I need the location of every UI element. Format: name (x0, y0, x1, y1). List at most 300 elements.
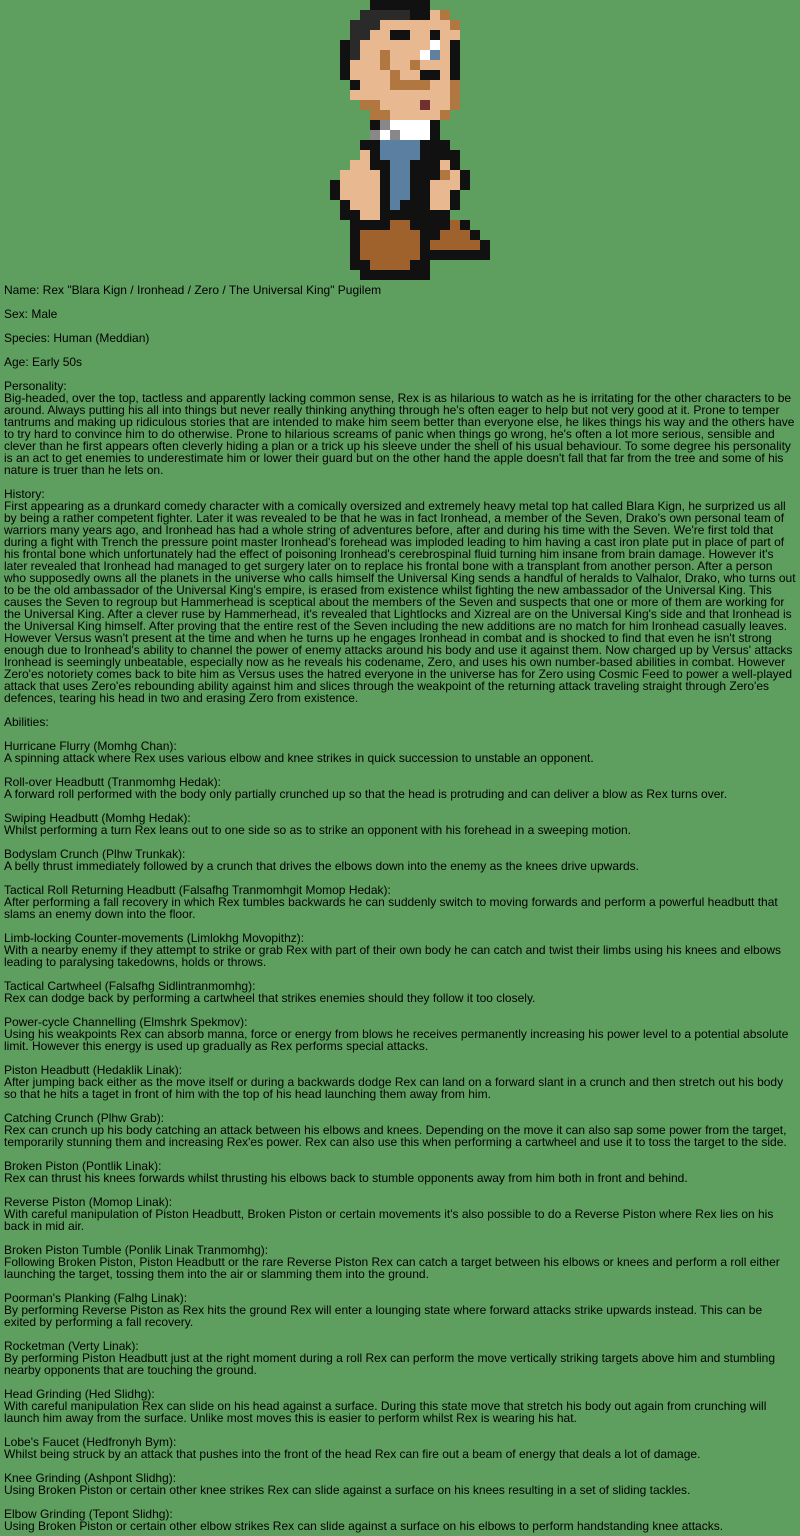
sprite-pixel (390, 130, 400, 140)
sprite-pixel (440, 90, 450, 100)
sprite-pixel (350, 70, 360, 80)
ability-title: Catching Crunch (Plhw Grab): (4, 1111, 165, 1125)
sprite-pixel (400, 70, 410, 80)
sprite-pixel (420, 40, 430, 50)
ability-title: Limb-locking Counter-movements (Limlokhg Movopithz): (4, 931, 305, 945)
sprite-pixel (430, 240, 440, 250)
sprite-pixel (430, 250, 440, 260)
sprite-pixel (460, 230, 470, 240)
ability-item (4, 884, 796, 920)
sprite-pixel (410, 100, 420, 110)
sprite-pixel (400, 120, 410, 130)
sprite-pixel (410, 240, 420, 250)
sprite-pixel (370, 60, 380, 70)
sprite-pixel (480, 240, 490, 250)
sprite-pixel (380, 190, 390, 200)
sprite-pixel (400, 90, 410, 100)
sprite-pixel (390, 10, 400, 20)
sprite-pixel (350, 50, 360, 60)
sprite-pixel (410, 120, 420, 130)
ability-title: Tactical Cartwheel (Falsafhg Sidlintranmomhg): (4, 979, 256, 993)
sprite-pixel (330, 180, 340, 190)
ability-item (4, 1472, 796, 1496)
sprite-pixel (440, 30, 450, 40)
sprite-pixel (350, 220, 360, 230)
sprite-pixel (430, 130, 440, 140)
personality-section (4, 380, 796, 476)
sprite-pixel (460, 250, 470, 260)
sprite-pixel (360, 20, 370, 30)
sprite-pixel (380, 240, 390, 250)
sprite-pixel (420, 260, 430, 270)
sprite-pixel (370, 80, 380, 90)
sprite-pixel (380, 30, 390, 40)
sprite-pixel (360, 230, 370, 240)
ability-item (4, 1196, 796, 1232)
sprite-pixel (420, 120, 430, 130)
ability-item (4, 1244, 796, 1280)
sprite-pixel (370, 220, 380, 230)
sprite-pixel (440, 230, 450, 240)
sprite-pixel (420, 0, 430, 10)
ability-title: Hurricane Flurry (Momhg Chan): (4, 739, 177, 753)
sprite-pixel (380, 80, 390, 90)
sprite-pixel (450, 80, 460, 90)
sprite-pixel (410, 20, 420, 30)
sprite-pixel (400, 240, 410, 250)
sprite-pixel (450, 230, 460, 240)
sprite-pixel (390, 200, 400, 210)
ability-item (4, 812, 796, 836)
sprite-pixel (400, 230, 410, 240)
sprite-pixel (410, 10, 420, 20)
ability-item (4, 1160, 796, 1184)
sprite-pixel (410, 170, 420, 180)
sprite-pixel (420, 170, 430, 180)
sprite-pixel (380, 270, 390, 280)
sprite-pixel (400, 60, 410, 70)
sprite-pixel (350, 190, 360, 200)
sprite-pixel (360, 250, 370, 260)
sprite-pixel (360, 270, 370, 280)
sprite-pixel (450, 160, 460, 170)
sprite-pixel (440, 150, 450, 160)
sprite-pixel (380, 40, 390, 50)
sprite-pixel (350, 90, 360, 100)
sprite-pixel (420, 180, 430, 190)
ability-description: With a nearby enemy if they attempt to strike or grab Rex with part of their own body he can catch and twist their limbs using his knees and elbows leading to paralysing takedowns, holds or throws. (4, 943, 782, 969)
sprite-pixel (390, 270, 400, 280)
sprite-pixel (380, 50, 390, 60)
sprite-pixel (400, 160, 410, 170)
sprite-pixel (380, 140, 390, 150)
sprite-pixel (400, 260, 410, 270)
sprite-pixel (360, 180, 370, 190)
sprite-pixel (410, 110, 420, 120)
sprite-pixel (440, 60, 450, 70)
sprite-pixel (360, 200, 370, 210)
sprite-pixel (430, 180, 440, 190)
sprite-pixel (410, 140, 420, 150)
sprite-pixel (450, 40, 460, 50)
sprite-pixel (440, 190, 450, 200)
sprite-pixel (400, 40, 410, 50)
sprite-pixel (400, 130, 410, 140)
sprite-pixel (370, 270, 380, 280)
sprite-pixel (410, 30, 420, 40)
sprite-area (0, 0, 800, 282)
sprite-pixel (440, 210, 450, 220)
sprite-pixel (370, 140, 380, 150)
sprite-pixel (400, 150, 410, 160)
ability-item (4, 740, 796, 764)
ability-item (4, 1016, 796, 1052)
sprite-pixel (440, 250, 450, 260)
sprite-pixel (430, 220, 440, 230)
sprite-pixel (390, 60, 400, 70)
sprite-pixel (370, 100, 380, 110)
sprite-pixel (390, 120, 400, 130)
sprite-pixel (410, 160, 420, 170)
species-line: Species: Human (Meddian) (4, 331, 150, 345)
sprite-pixel (370, 20, 380, 30)
ability-title: Poorman's Planking (Falhg Linak): (4, 1291, 188, 1305)
ability-item (4, 1340, 796, 1376)
sprite-pixel (410, 40, 420, 50)
sprite-pixel (410, 200, 420, 210)
sprite-pixel (390, 70, 400, 80)
sprite-pixel (450, 30, 460, 40)
sprite-pixel (440, 50, 450, 60)
sprite-pixel (450, 150, 460, 160)
sprite-pixel (430, 80, 440, 90)
sprite-pixel (410, 190, 420, 200)
sprite-pixel (420, 10, 430, 20)
sprite-pixel (450, 90, 460, 100)
sprite-pixel (370, 90, 380, 100)
sprite-pixel (370, 260, 380, 270)
sprite-pixel (370, 180, 380, 190)
sprite-pixel (420, 30, 430, 40)
sprite-pixel (340, 210, 350, 220)
ability-description: After jumping back either as the move itself or during a backwards dodge Rex can land on a forward slant in a crunch and then stretch out his body so that he hits a taget in front of him with the top of his head launching them away from him. (4, 1075, 784, 1101)
sprite-pixel (410, 220, 420, 230)
ability-title: Head Grinding (Hed Slidhg): (4, 1387, 155, 1401)
sprite-pixel (410, 80, 420, 90)
sprite-pixel (360, 260, 370, 270)
sprite-pixel (440, 180, 450, 190)
ability-title: Rocketman (Verty Linak): (4, 1339, 139, 1353)
sprite-pixel (370, 50, 380, 60)
sprite-pixel (430, 150, 440, 160)
sprite-pixel (430, 90, 440, 100)
sprite-pixel (410, 70, 420, 80)
sprite-pixel (360, 150, 370, 160)
sprite-pixel (330, 190, 340, 200)
ability-title: Bodyslam Crunch (Plhw Trunkak): (4, 847, 186, 861)
sprite-pixel (480, 250, 490, 260)
sprite-pixel (390, 150, 400, 160)
ability-title: Knee Grinding (Ashpont Slidhg): (4, 1471, 177, 1485)
sprite-pixel (420, 60, 430, 70)
sprite-pixel (380, 10, 390, 20)
ability-title: Broken Piston (Pontlik Linak): (4, 1159, 162, 1173)
sprite-pixel (430, 100, 440, 110)
sprite-pixel (360, 140, 370, 150)
sprite-pixel (390, 20, 400, 30)
sprite-pixel (440, 20, 450, 30)
ability-item (4, 1292, 796, 1328)
sprite-pixel (350, 160, 360, 170)
sprite-pixel (460, 170, 470, 180)
sprite-pixel (350, 170, 360, 180)
ability-description: Using his weakpoints Rex can absorb manna, force or energy from blows he receives permanently increasing his power level to a potential absolute limit. However this energy is used up gradually as Rex performs special attacks. (4, 1027, 789, 1053)
ability-item (4, 1112, 796, 1148)
sprite-pixel (390, 190, 400, 200)
sprite-pixel (350, 240, 360, 250)
sprite-pixel (340, 50, 350, 60)
sprite-pixel (470, 230, 480, 240)
sprite-pixel (360, 190, 370, 200)
sprite-pixel (410, 250, 420, 260)
ability-title: Reverse Piston (Momop Linak): (4, 1195, 173, 1209)
ability-title: Roll-over Headbutt (Tranmomhg Hedak): (4, 775, 221, 789)
ability-title: Elbow Grinding (Tepont Slidhg): (4, 1507, 173, 1521)
sprite-pixel (380, 70, 390, 80)
sprite-pixel (410, 270, 420, 280)
sprite-pixel (410, 260, 420, 270)
sprite-pixel (400, 50, 410, 60)
sprite-pixel (350, 30, 360, 40)
sprite-pixel (420, 20, 430, 30)
sprite-pixel (420, 160, 430, 170)
sprite-pixel (430, 190, 440, 200)
sprite-pixel (340, 200, 350, 210)
ability-item (4, 1436, 796, 1460)
sprite-pixel (430, 70, 440, 80)
ability-title: Tactical Roll Returning Headbutt (Falsafhg Tranmomhgit Momop Hedak): (4, 883, 391, 897)
sprite-pixel (340, 190, 350, 200)
sprite-pixel (420, 100, 430, 110)
ability-title: Lobe's Faucet (Hedfronyh Bym): (4, 1435, 177, 1449)
sprite-pixel (390, 100, 400, 110)
sprite-pixel (370, 230, 380, 240)
history-label: History: (4, 487, 45, 501)
sprite-pixel (430, 210, 440, 220)
sprite-pixel (420, 250, 430, 260)
sprite-pixel (430, 50, 440, 60)
sprite-pixel (380, 90, 390, 100)
sprite-pixel (430, 140, 440, 150)
sprite-pixel (390, 240, 400, 250)
sprite-pixel (370, 160, 380, 170)
sprite-pixel (370, 190, 380, 200)
sprite-pixel (420, 90, 430, 100)
sprite-pixel (380, 170, 390, 180)
sprite-pixel (360, 160, 370, 170)
sprite-pixel (370, 200, 380, 210)
sprite-pixel (380, 260, 390, 270)
sprite-pixel (420, 70, 430, 80)
sprite-pixel (370, 240, 380, 250)
sprite-pixel (390, 260, 400, 270)
sprite-pixel (340, 180, 350, 190)
sprite-pixel (450, 60, 460, 70)
ability-description: A spinning attack where Rex uses various elbow and knee strikes in quick succession to unstable an opponent. (4, 751, 594, 765)
sprite-pixel (470, 240, 480, 250)
ability-item (4, 932, 796, 968)
sprite-pixel (380, 160, 390, 170)
sprite-pixel (420, 150, 430, 160)
sprite-pixel (420, 80, 430, 90)
sex-line: Sex: Male (4, 307, 58, 321)
sprite-pixel (470, 250, 480, 260)
sprite-pixel (430, 60, 440, 70)
sprite-pixel (380, 100, 390, 110)
sprite-pixel (430, 230, 440, 240)
ability-description: After performing a fall recovery in which Rex tumbles backwards he can suddenly switch to moving forwards and perform a powerful headbutt that slams an enemy down into the floor. (4, 895, 778, 921)
sprite-pixel (350, 200, 360, 210)
sprite-pixel (460, 220, 470, 230)
ability-item (4, 980, 796, 1004)
sprite-pixel (360, 70, 370, 80)
sprite-pixel (410, 90, 420, 100)
sprite-pixel (420, 270, 430, 280)
sprite-pixel (380, 120, 390, 130)
sprite-pixel (440, 140, 450, 150)
abilities-list (4, 740, 796, 1532)
sprite-pixel (430, 10, 440, 20)
sprite-pixel (380, 60, 390, 70)
sprite-pixel (410, 60, 420, 70)
sprite-pixel (390, 30, 400, 40)
ability-description: Rex can thrust his knees forwards whilst thrusting his elbows back to stumble opponents away from him both in front and behind. (4, 1171, 688, 1185)
sprite-pixel (360, 80, 370, 90)
sprite-pixel (340, 60, 350, 70)
sprite-pixel (410, 50, 420, 60)
sprite-pixel (410, 150, 420, 160)
personality-label: Personality: (4, 379, 67, 393)
ability-description: Rex can crunch up his body catching an attack between his elbows and knees. Depending on the move it can also sap some power from the target, temporarily stunning them and increasing Rex'es power. Rex can also use this when performing a cartwheel and use it to toss the target to the side. (4, 1123, 787, 1149)
sprite-pixel (340, 40, 350, 50)
sprite-pixel (430, 110, 440, 120)
sprite-pixel (360, 30, 370, 40)
sprite-pixel (350, 20, 360, 30)
ability-item (4, 1388, 796, 1424)
sprite-pixel (430, 20, 440, 30)
sprite-pixel (350, 230, 360, 240)
sprite-pixel (420, 210, 430, 220)
sprite-pixel (420, 200, 430, 210)
sprite-pixel (360, 60, 370, 70)
ability-item (4, 776, 796, 800)
sprite-pixel (440, 70, 450, 80)
ability-description: With careful manipulation Rex can slide on his head against a surface. During this state move that stretch his body out again from crunching will launch him away from the surface. Unlike most moves this is easier to perform whilst Rex is wearing his hat. (4, 1399, 767, 1425)
sprite-pixel (390, 180, 400, 190)
ability-description: Whilst performing a turn Rex leans out to one side so as to strike an opponent with his forehead in a sweeping motion. (4, 823, 632, 837)
sprite-pixel (360, 90, 370, 100)
sprite-pixel (400, 10, 410, 20)
sprite-pixel (380, 130, 390, 140)
ability-description: With careful manipulation of Piston Headbutt, Broken Piston or certain movements it's also possible to do a Reverse Piston where Rex lies on his back in mid air. (4, 1207, 774, 1233)
sprite-pixel (380, 220, 390, 230)
sprite-pixel (370, 120, 380, 130)
sprite-pixel (380, 230, 390, 240)
sprite-pixel (350, 60, 360, 70)
sprite-pixel (380, 0, 390, 10)
sprite-pixel (440, 110, 450, 120)
sprite-pixel (370, 150, 380, 160)
personality-text: Big-headed, over the top, tactless and apparently lacking common sense, Rex is as hilarious to watch as he is irritating for the other characters to be around. Always putting his all into things but never really thinking anything through he's often eager to help but not very good at it. Prone to temper tantrums and making up ridiculous stories that are intended to make him seem better than everyone else, he likes things his way and the others have to try hard to convince him to do otherwise. Prone to hilarious screams of panic when things go wrong, he's often a lot more serious, sensible and clever than he first appears often cleverly hiding a plan or a trick up his sleeve under the shell of his usual behaviour. To some degree his personality is an act to get enemies to underestimate him or lower their guard but on the other hand the apple doesn't fall that far from the tree and some of his nature is truer than he lets on. (4, 391, 798, 477)
sprite-pixel (370, 10, 380, 20)
sprite-pixel (430, 30, 440, 40)
sprite-pixel (360, 50, 370, 60)
sprite-pixel (410, 130, 420, 140)
sprite-pixel (390, 90, 400, 100)
name-line: Name: Rex "Blara Kign / Ironhead / Zero / The Universal King" Pugilem (4, 283, 382, 297)
sprite-pixel (390, 110, 400, 120)
sprite-pixel (440, 220, 450, 230)
sprite-pixel (430, 40, 440, 50)
sprite-pixel (450, 240, 460, 250)
sprite-pixel (380, 200, 390, 210)
ability-description: Using Broken Piston or certain other knee strikes Rex can slide against a surface on his knees resulting in a set of sliding tackles. (4, 1483, 691, 1497)
sprite-pixel (460, 240, 470, 250)
sprite-pixel (410, 180, 420, 190)
sprite-pixel (400, 190, 410, 200)
sprite-pixel (370, 70, 380, 80)
sprite-pixel (400, 170, 410, 180)
sprite-pixel (350, 250, 360, 260)
sprite-pixel (360, 170, 370, 180)
sprite-pixel (430, 120, 440, 130)
sprite-pixel (400, 140, 410, 150)
sprite-pixel (390, 220, 400, 230)
sprite-pixel (440, 40, 450, 50)
sprite-pixel (390, 250, 400, 260)
sprite-pixel (430, 170, 440, 180)
sprite-pixel (360, 240, 370, 250)
sprite-pixel (450, 170, 460, 180)
ability-description: By performing Reverse Piston as Rex hits the ground Rex will enter a lounging state where forward attacks strike upwards instead. This can be exited by performing a fall recovery. (4, 1303, 763, 1329)
ability-title: Piston Headbutt (Hedaklik Linak): (4, 1063, 183, 1077)
ability-title: Broken Piston Tumble (Ponlik Linak Tranmomhg): (4, 1243, 269, 1257)
sprite-pixel (360, 210, 370, 220)
sprite-pixel (450, 190, 460, 200)
sprite-pixel (390, 170, 400, 180)
ability-title: Power-cycle Channelling (Elmshrk Spekmov): (4, 1015, 248, 1029)
sprite-pixel (390, 160, 400, 170)
ability-description: A forward roll performed with the body only partially crunched up so that the head is protruding and can deliver a blow as Rex turns over. (4, 787, 728, 801)
sprite-pixel (410, 0, 420, 10)
ability-description: By performing Piston Headbutt just at the right moment during a roll Rex can perform the move vertically striking targets above him and stumbling nearby opponents that are touching the ground. (4, 1351, 776, 1377)
sprite-pixel (380, 20, 390, 30)
sprite-pixel (410, 210, 420, 220)
sprite-pixel (420, 240, 430, 250)
sprite-pixel (400, 220, 410, 230)
sprite-pixel (400, 100, 410, 110)
sprite-pixel (440, 170, 450, 180)
ability-title: Swiping Headbutt (Momhg Hedak): (4, 811, 191, 825)
sprite-pixel (350, 260, 360, 270)
sprite-pixel (450, 100, 460, 110)
sprite-pixel (360, 40, 370, 50)
sprite-pixel (450, 50, 460, 60)
sprite-pixel (440, 100, 450, 110)
sprite-pixel (390, 140, 400, 150)
sprite-pixel (370, 210, 380, 220)
sprite-pixel (400, 0, 410, 10)
